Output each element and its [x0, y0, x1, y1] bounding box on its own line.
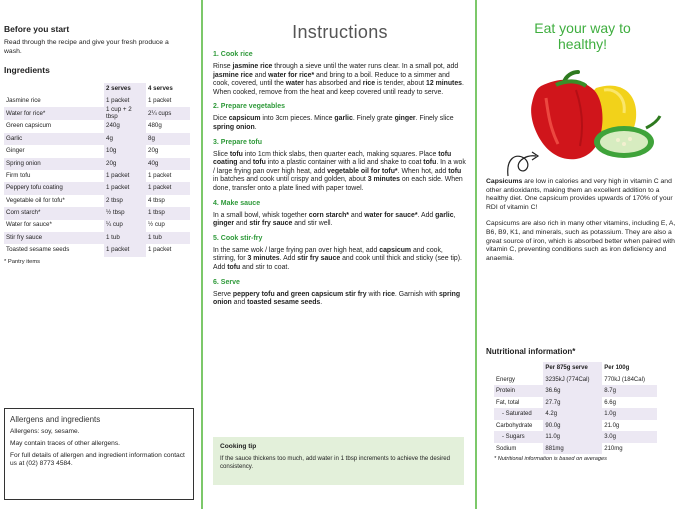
ingredient-2serves: 1 tub [104, 232, 146, 244]
ingredient-4serves: 4 tbsp [146, 195, 190, 207]
ingredient-4serves: 20g [146, 145, 190, 157]
ingredient-name: Jasmine rice [4, 95, 104, 107]
nutrient-name: Fat, total [496, 399, 520, 406]
header-cell [494, 362, 543, 374]
ingredient-2serves: 1 packet [104, 95, 146, 107]
ingredient-4serves: 1 packet [146, 244, 190, 256]
allergen-title: Allergens and ingredients [10, 415, 101, 424]
step-text: In the same wok / large frying pan over high heat, add capsicum and cook, stirring, for 3 minutes. Add stir fry sauce and cook until thick and sticky (see tip). Add tofu and stir to coat. [213, 246, 462, 271]
capsicum-text: Capsicums are low in calories and very high in vitamin C and other antioxidants, making them an excellent addition to a healthy diet. One capsicum provides upwards of 170% of your RDI of vitamin C! [486, 178, 673, 211]
nutrient-name: Protein [494, 385, 543, 397]
allergen-line: May contain traces of other allergens. [10, 440, 120, 447]
ingredient-name: Ginger [4, 145, 104, 157]
step-heading: 4. Make sauce [213, 199, 261, 207]
table-row [4, 170, 190, 182]
nutrient-serve: 4.2g [543, 408, 602, 420]
ingredient-name: Firm tofu [4, 170, 104, 182]
column-divider [475, 0, 477, 509]
table-row [4, 207, 190, 219]
nutrient-serve: 881mg [543, 443, 602, 455]
instructions-title: Instructions [292, 22, 388, 42]
header-cell: Per 100g [604, 365, 630, 372]
step-text: In a small bowl, whisk together corn starch* and water for sauce*. Add garlic, ginger and stir fry sauce and stir well. [213, 211, 456, 228]
table-row [4, 195, 190, 207]
step-text: Serve peppery tofu and green capsicum stir fry with rice. Garnish with spring onion and toasted sesame seeds. [213, 290, 461, 307]
capsicum-image [486, 58, 676, 178]
cooking-tip-text: If the sauce thickens too much, add water in 1 tbsp increments to achieve the desired consistency. [220, 455, 450, 470]
table-row [4, 244, 190, 256]
table-row [494, 420, 657, 432]
nutrient-serve: 27.7g [543, 397, 602, 409]
header-cell: 2 serves [104, 83, 146, 95]
ingredient-name: Water for sauce* [4, 220, 104, 232]
table-row [4, 220, 190, 232]
nutrient-100g: 3.0g [602, 431, 657, 443]
table-row [4, 120, 190, 132]
table-row [494, 443, 657, 455]
ingredient-name: Green capsicum [4, 120, 104, 132]
table-row [4, 232, 190, 244]
table-row [4, 158, 190, 170]
nutrient-serve: 36.6g [543, 385, 602, 397]
nutrition-title: Nutritional information* [486, 347, 576, 357]
ingredient-name: Garlic [4, 133, 104, 145]
nutrient-100g: 210mg [604, 445, 623, 452]
nutrient-100g: 21.0g [604, 422, 620, 429]
ingredient-name: Toasted sesame seeds [4, 244, 104, 256]
table-row [4, 83, 190, 95]
table-row [494, 408, 657, 420]
table-row [4, 133, 190, 145]
ingredients-table [4, 83, 190, 257]
nutrient-serve: 90.0g [543, 420, 602, 432]
ingredient-2serves: ½ tbsp [104, 207, 146, 219]
header-cell: 4 serves [146, 83, 190, 95]
nutrient-100g: 8.7g [602, 385, 657, 397]
ingredient-name: Corn starch* [4, 207, 104, 219]
ingredient-name: Peppery tofu coating [4, 182, 104, 194]
ingredient-4serves: 1 packet [146, 170, 190, 182]
healthy-heading: Eat your way to healthy! [534, 20, 631, 52]
step-heading: 1. Cook rice [213, 51, 253, 58]
ingredient-4serves: 1 tbsp [146, 207, 190, 219]
header-cell: Per 875g serve [543, 362, 602, 374]
table-row [4, 145, 190, 157]
ingredient-4serves: 1 packet [146, 182, 190, 194]
table-row [494, 397, 657, 409]
ingredient-4serves: 1 packet [146, 95, 190, 107]
ingredient-2serves: 1 packet [104, 170, 146, 182]
table-row [494, 385, 657, 397]
ingredient-2serves: ¼ cup [104, 220, 146, 232]
ingredient-4serves: 1 tub [146, 232, 190, 244]
ingredient-2serves: 4g [104, 133, 146, 145]
capsicum-illustration [486, 58, 676, 178]
table-row [494, 431, 657, 443]
nutrient-100g: 6.6g [604, 399, 616, 406]
nutrient-name: - Saturated [494, 408, 543, 420]
ingredient-4serves: 2¼ cups [146, 107, 190, 120]
allergen-line: Allergens: soy, sesame. [10, 428, 80, 435]
table-row [494, 374, 657, 386]
nutrient-serve: 11.0g [543, 431, 602, 443]
step-heading: 6. Serve [213, 278, 240, 286]
table-row [4, 182, 190, 194]
ingredient-4serves: 480g [146, 120, 190, 132]
ingredient-name: Spring onion [4, 158, 104, 170]
nutrient-name: - Sugars [494, 431, 543, 443]
ingredients-title: Ingredients [4, 65, 50, 75]
ingredient-4serves: ½ cup [146, 220, 190, 232]
nutrition-table [494, 362, 657, 454]
nutrient-name: Carbohydrate [496, 422, 533, 429]
cooking-tip-box [213, 437, 464, 485]
nutrient-name: Sodium [496, 445, 517, 452]
before-title: Before you start [4, 24, 70, 34]
header-cell [4, 83, 104, 95]
ingredient-2serves: 20g [104, 158, 146, 170]
ingredient-name: Vegetable oil for tofu* [4, 195, 104, 207]
allergen-box [4, 408, 194, 500]
nutrition-note: * Nutritional information is based on averages [494, 456, 607, 463]
step-text: Dice capsicum into 3cm pieces. Mince garlic. Finely grate ginger. Finely slice spring onion. [213, 115, 454, 131]
ingredient-4serves: 40g [146, 158, 190, 170]
ingredient-2serves: 2 tbsp [104, 195, 146, 207]
table-row [494, 362, 657, 374]
ingredient-2serves: 1 cup + 2 tbsp [104, 107, 146, 120]
ingredient-name: Stir fry sauce [4, 232, 104, 244]
table-row [4, 95, 190, 107]
step-heading: 3. Prepare tofu [213, 138, 263, 146]
step-heading: 2. Prepare vegetables [213, 103, 285, 111]
table-row [4, 107, 190, 120]
ingredient-name: Water for rice* [4, 107, 104, 120]
step-heading: 5. Cook stir-fry [213, 234, 263, 242]
pantry-note: * Pantry items [4, 258, 41, 265]
capsicum-text-2: Capsicums are also rich in many other vitamins, including E, A, B6, B9, K1, and minerals, such as potassium. They are also a great source of iron, which is absorbed better when paired with vitamin C, preventing conditions such as iron deficiency and anaemia. [486, 220, 676, 262]
nutrient-serve: 3235kJ (774Cal) [543, 374, 602, 386]
ingredient-2serves: 10g [104, 145, 146, 157]
nutrient-100g: 1.0g [602, 408, 657, 420]
nutrient-100g: 770kJ (184Cal) [604, 376, 645, 383]
right-column [480, 0, 679, 509]
before-text: Read through the recipe and give your fresh produce a wash. [4, 39, 169, 55]
ingredient-2serves: 1 packet [104, 182, 146, 194]
step-text: Rinse jasmine rice through a sieve until the water runs clear. In a small pot, add jasmine rice and water for rice* and bring to a boil. Reduce to a simmer and cook, covered, until the water has absorbed and rice is tender, about 12 minutes. When cooked, remove from the heat and keep covered until ready to serve. [213, 63, 464, 96]
ingredient-2serves: 240g [104, 120, 146, 132]
allergen-line: For full details of allergen and ingredient information contact us at (02) 8773 4584. [10, 452, 185, 467]
ingredient-2serves: 1 packet [104, 244, 146, 256]
cooking-tip-title: Cooking tip [220, 443, 257, 450]
ingredient-4serves: 8g [146, 133, 190, 145]
step-text: Slice tofu into 1cm thick slabs, then quarter each, making squares. Place tofu coating and tofu into a plastic container with a lid and shake to coat tofu. In a wok / large frying pan over high heat, add vegetable oil for tofu*. When hot, add tofu in batches and cook until crispy and golden, about 3 minutes on each side. When done, transfer onto a plate lined with paper towel. [213, 150, 466, 192]
instructions-column [203, 0, 475, 509]
nutrient-name: Energy [496, 376, 516, 383]
